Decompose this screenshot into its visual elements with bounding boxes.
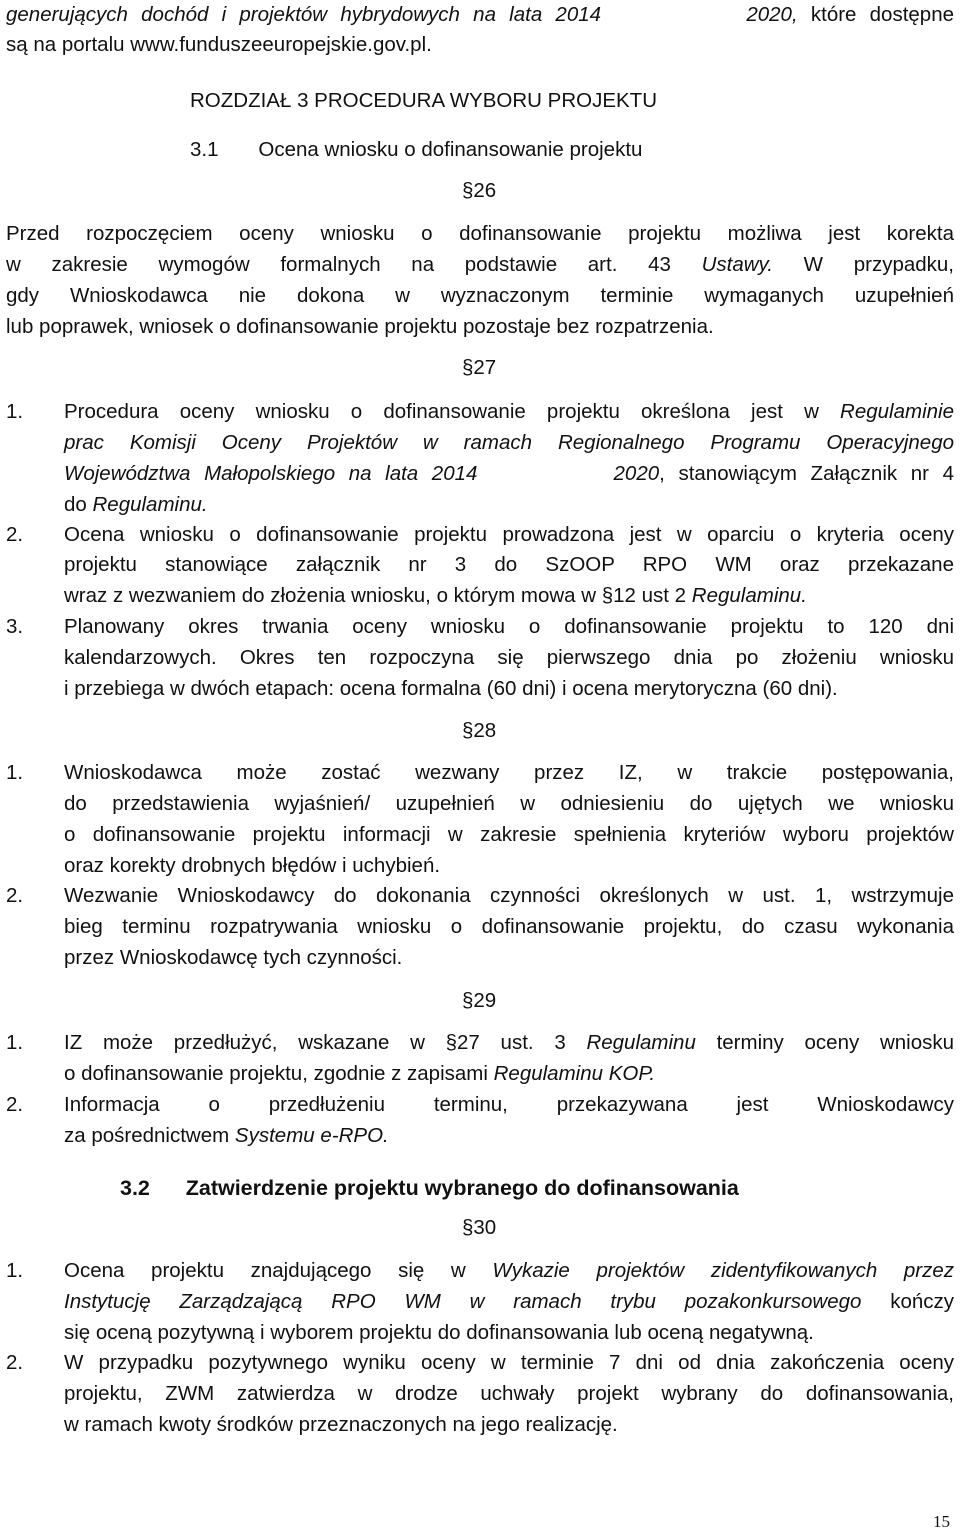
list-number: 2. [6,1351,24,1374]
list-item: oraz korekty drobnych błędów i uchybień. [64,854,441,877]
list-item: o dofinansowanie projektu informacji w zakresie spełnienia kryteriów wyboru projektów [64,823,954,846]
text-line: generujących dochód i projektów hybrydowych na lata 2014 2020, które dostępne [6,3,955,26]
list-item: Informacja o przedłużeniu terminu, przekazywana jest Wnioskodawcy [64,1093,954,1116]
list-item: kalendarzowych. Okres ten rozpoczyna się pierwszego dnia po złożeniu wniosku [64,646,954,669]
text-line: Przed rozpoczęciem oceny wniosku o dofinansowanie projektu możliwa jest korekta [6,222,954,245]
list-item: bieg terminu rozpatrywania wniosku o dofinansowanie projektu, do czasu wykonania [64,915,954,938]
list-item: Ocena wniosku o dofinansowanie projektu prowadzona jest w oparciu o kryteria oceny [64,523,954,546]
section-number: 3.1 [190,138,219,161]
list-number: 1. [6,761,24,784]
list-item: wraz z wezwaniem do złożenia wniosku, o którym mowa w §12 ust 2 Regulaminu. [64,584,807,607]
section-number: 3.2 [120,1176,150,1200]
list-number: 2. [6,523,24,546]
chapter-title: ROZDZIAŁ 3 PROCEDURA WYBORU PROJEKTU [190,89,658,112]
list-item: w ramach kwoty środków przeznaczonych na jego realizację. [64,1413,618,1436]
list-item: do przedstawienia wyjaśnień/ uzupełnień w odniesieniu do ujętych we wniosku [64,792,954,815]
list-item: projektu stanowiące załącznik nr 3 do SzOOP RPO WM oraz przekazane [64,553,954,576]
list-number: 1. [6,400,24,423]
list-number: 2. [6,1093,24,1116]
list-item: W przypadku pozytywnego wyniku oceny w terminie 7 dni od dnia zakończenia oceny [64,1351,954,1374]
list-number: 1. [6,1031,24,1054]
paragraph-sign: §26 [462,179,497,202]
section-title: Zatwierdzenie projektu wybranego do dofinansowania [185,1176,739,1200]
section-heading [120,1173,739,1203]
list-item: Wezwanie Wnioskodawcy do dokonania czynności określonych w ust. 1, wstrzymuje [64,884,954,907]
list-item: do Regulaminu. [64,493,208,516]
text-line: lub poprawek, wniosek o dofinansowanie projektu pozostaje bez rozpatrzenia. [6,315,714,338]
list-item: Ocena projektu znajdującego się w Wykazie projektów zidentyfikowanych przez [64,1259,954,1282]
text-line: w zakresie wymogów formalnych na podstawie art. 43 Ustawy. W przypadku, [6,253,954,276]
paragraph-sign: §30 [462,1216,497,1239]
list-item: Województwa Małopolskiego na lata 2014 2020, stanowiącym Załącznik nr 4 [64,462,954,485]
list-item: o dofinansowanie projektu, zgodnie z zapisami Regulaminu KOP. [64,1062,656,1085]
list-number: 2. [6,884,24,907]
list-item: Planowany okres trwania oceny wniosku o dofinansowanie projektu to 120 dni [64,615,954,638]
list-item: prac Komisji Oceny Projektów w ramach Regionalnego Programu Operacyjnego [64,431,954,454]
section-heading [190,135,642,165]
list-number: 1. [6,1259,24,1282]
list-item: przez Wnioskodawcę tych czynności. [64,946,403,969]
paragraph-sign: §27 [462,356,497,379]
text-line: są na portalu www.funduszeeuropejskie.gov.pl. [6,33,432,56]
text-line: gdy Wnioskodawca nie dokona w wyznaczonym terminie wymaganych uzupełnień [6,284,954,307]
list-item: projektu, ZWM zatwierdza w drodze uchwały projekt wybrany do dofinansowania, [64,1382,954,1405]
list-item: IZ może przedłużyć, wskazane w §27 ust. 3 Regulaminu terminy oceny wniosku [64,1031,955,1054]
list-item: Instytucję Zarządzającą RPO WM w ramach trybu pozakonkursowego kończy [64,1290,954,1313]
paragraph-sign: §29 [462,989,497,1012]
page-number: 15 [933,1512,950,1531]
list-item: Wnioskodawca może zostać wezwany przez IZ, w trakcie postępowania, [64,761,954,784]
list-item: się oceną pozytywną i wyborem projektu do dofinansowania lub oceną negatywną. [64,1321,814,1344]
list-item: i przebiega w dwóch etapach: ocena formalna (60 dni) i ocena merytoryczna (60 dni). [64,677,838,700]
list-item: za pośrednictwem Systemu e-RPO. [64,1124,389,1147]
section-title: Ocena wniosku o dofinansowanie projektu [258,138,643,161]
list-number: 3. [6,615,24,638]
list-item: Procedura oceny wniosku o dofinansowanie projektu określona jest w Regulaminie [64,400,954,423]
paragraph-sign: §28 [462,719,497,742]
